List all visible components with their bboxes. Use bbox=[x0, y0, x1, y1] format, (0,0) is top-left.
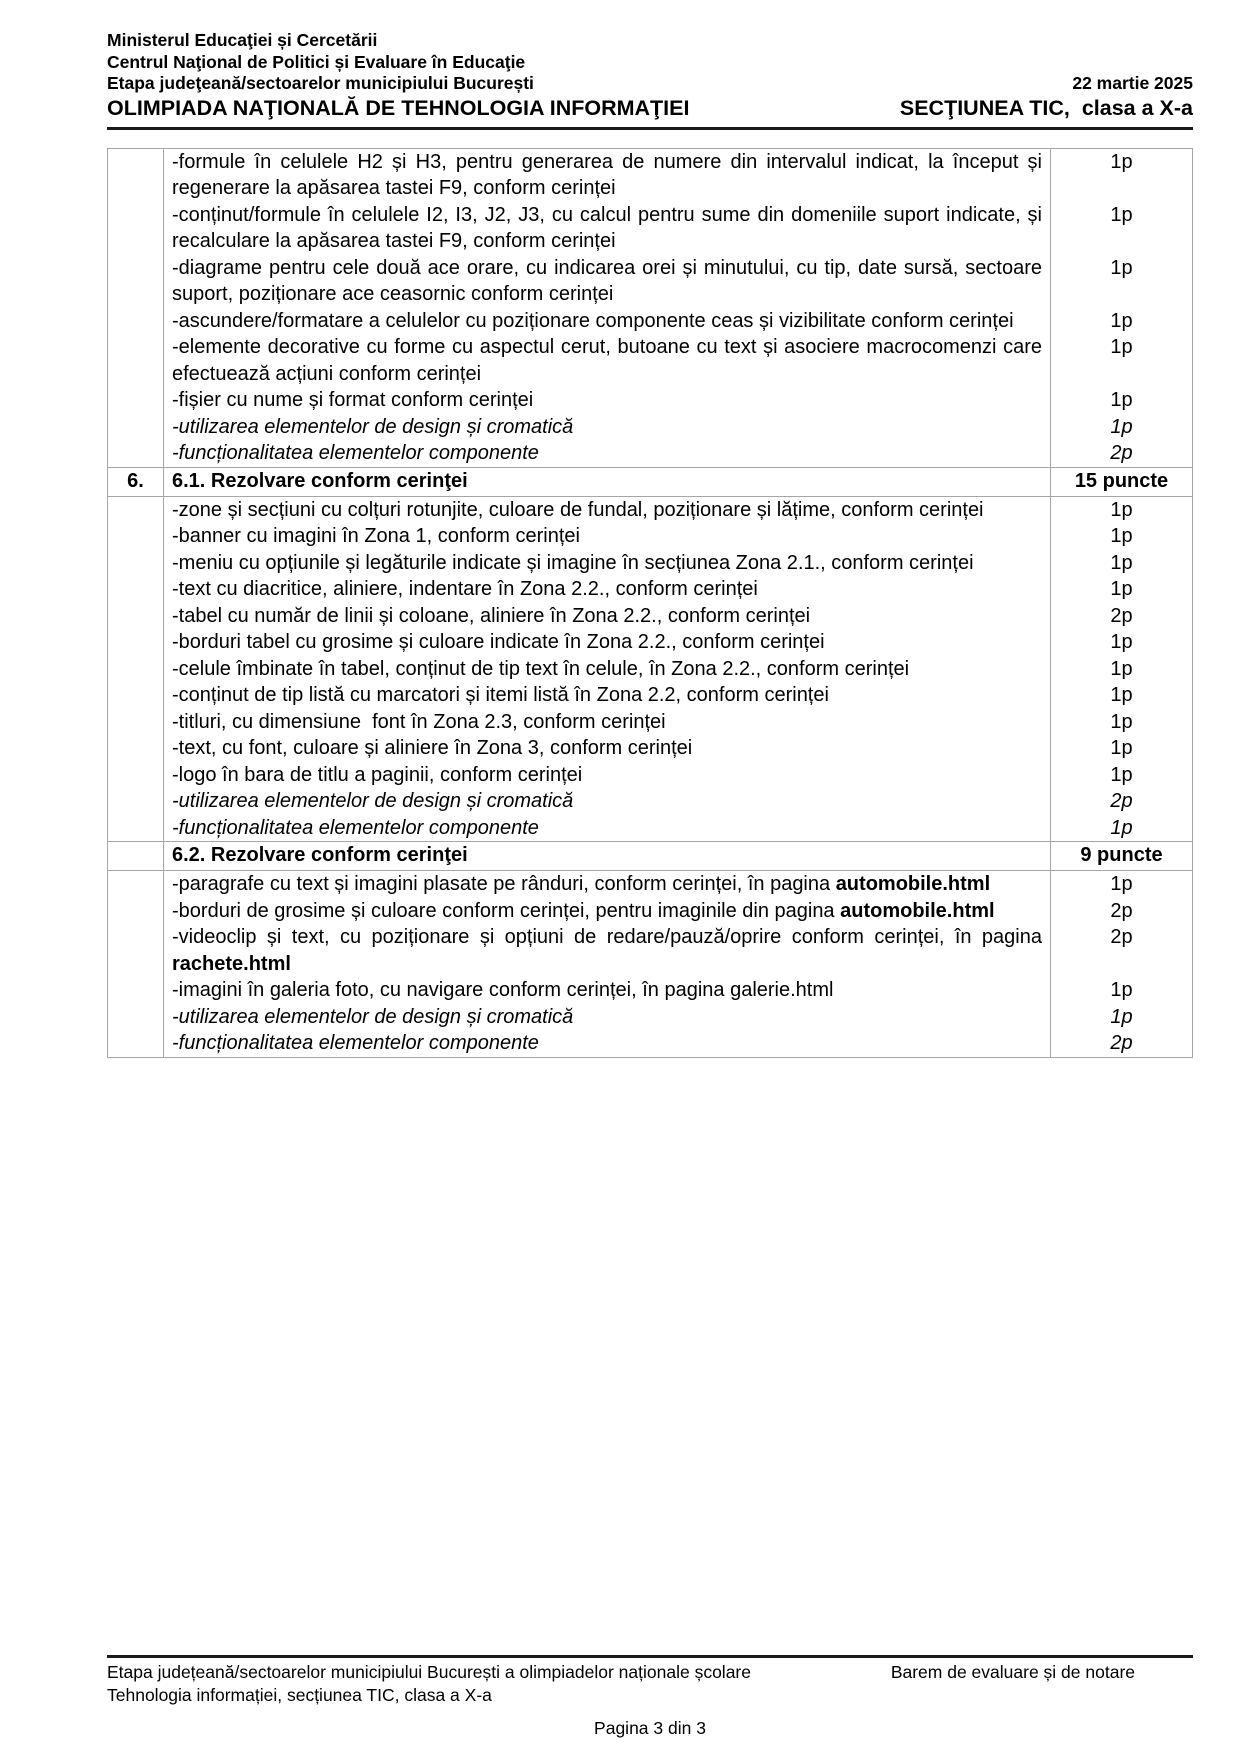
criterion-number-cell bbox=[108, 977, 164, 1004]
points-value: 1p bbox=[1051, 387, 1193, 414]
header-center-line: Centrul Naţional de Politici și Evaluare în Educaţie bbox=[107, 51, 526, 72]
rubric-table-body bbox=[108, 148, 1193, 1057]
points-value: 2p bbox=[1051, 440, 1193, 467]
criterion-row bbox=[108, 709, 1193, 736]
points-value: 1p bbox=[1051, 656, 1193, 683]
criterion-text: -text, cu font, culoare și aliniere în Zona 3, conform cerinței bbox=[164, 735, 1051, 762]
criterion-number-cell bbox=[108, 496, 164, 523]
criterion-row bbox=[108, 815, 1193, 842]
points-value: 1p bbox=[1051, 735, 1193, 762]
points-value: 2p bbox=[1051, 1030, 1193, 1057]
points-value: 1p bbox=[1051, 255, 1193, 308]
criterion-text: -text cu diacritice, aliniere, indentare în Zona 2.2., conform cerinței bbox=[164, 576, 1051, 603]
criterion-number-cell bbox=[108, 815, 164, 842]
section-title-cell: 6.1. Rezolvare conform cerinţei bbox=[164, 467, 1051, 496]
criterion-text: -imagini în galeria foto, cu navigare conform cerinței, în pagina galerie.html bbox=[164, 977, 1051, 1004]
criterion-number-cell bbox=[108, 255, 164, 308]
points-value: 1p bbox=[1051, 550, 1193, 577]
header-divider-rule bbox=[107, 127, 1193, 130]
criterion-number-cell bbox=[108, 148, 164, 202]
criterion-number-cell bbox=[108, 576, 164, 603]
section-header-row bbox=[108, 842, 1193, 871]
criterion-row bbox=[108, 496, 1193, 523]
points-value: 1p bbox=[1051, 148, 1193, 202]
criterion-text: -meniu cu opțiunile și legăturile indicate și imagine în secțiunea Zona 2.1., conform cerinței bbox=[164, 550, 1051, 577]
points-value: 2p bbox=[1051, 788, 1193, 815]
criterion-row bbox=[108, 735, 1193, 762]
criterion-row bbox=[108, 762, 1193, 789]
criterion-text: -formule în celulele H2 și H3, pentru generarea de numere din intervalul indicat, la început și regenerare la apăsarea tastei F9, conform cerinței bbox=[164, 148, 1051, 202]
page-content bbox=[107, 30, 1193, 1058]
points-value: 1p bbox=[1051, 496, 1193, 523]
points-value: 1p bbox=[1051, 682, 1193, 709]
criterion-text: -utilizarea elementelor de design și cromatică bbox=[164, 1004, 1051, 1031]
criterion-row bbox=[108, 387, 1193, 414]
criterion-row bbox=[108, 977, 1193, 1004]
points-value: 1p bbox=[1051, 576, 1193, 603]
footer-divider-rule bbox=[107, 1655, 1193, 1658]
rubric-table bbox=[107, 148, 1193, 1058]
points-value: 1p bbox=[1051, 523, 1193, 550]
criterion-number-cell bbox=[108, 1030, 164, 1057]
criterion-number-cell bbox=[108, 387, 164, 414]
criterion-text: -titluri, cu dimensiune font în Zona 2.3, conform cerinței bbox=[164, 709, 1051, 736]
criterion-row bbox=[108, 871, 1193, 898]
points-value: 2p bbox=[1051, 603, 1193, 630]
section-class-label: SECŢIUNEA TIC, clasa a X-a bbox=[899, 95, 1193, 120]
criterion-text: -logo în bara de titlu a paginii, conform cerinței bbox=[164, 762, 1051, 789]
criterion-text: -conținut/formule în celulele I2, I3, J2, J3, cu calcul pentru sume din domeniile suport indicate, și recalculare la apăsarea tastei F9, conform cerinței bbox=[164, 202, 1051, 255]
criterion-number-cell bbox=[108, 762, 164, 789]
criterion-number-cell bbox=[108, 523, 164, 550]
criterion-row bbox=[108, 202, 1193, 255]
criterion-text: -utilizarea elementelor de design și cromatică bbox=[164, 414, 1051, 441]
points-value: 1p bbox=[1051, 709, 1193, 736]
section-number-cell: 6. bbox=[108, 467, 164, 496]
footer-barem-text: Barem de evaluare și de notare bbox=[890, 1662, 1135, 1682]
criterion-number-cell bbox=[108, 414, 164, 441]
criterion-text: -videoclip și text, cu poziționare și opțiuni de redare/pauză/oprire conform cerinței, în pagina rachete.html bbox=[164, 924, 1051, 977]
criterion-number-cell bbox=[108, 440, 164, 467]
criterion-row bbox=[108, 414, 1193, 441]
criterion-text: -zone și secțiuni cu colțuri rotunjite, culoare de fundal, poziționare și lățime, conform cerinței bbox=[164, 496, 1051, 523]
section-title-cell: 6.2. Rezolvare conform cerinţei bbox=[164, 842, 1051, 871]
points-value: 1p bbox=[1051, 815, 1193, 842]
criterion-filename: rachete.html bbox=[172, 952, 291, 975]
criterion-number-cell bbox=[108, 629, 164, 656]
points-value: 1p bbox=[1051, 871, 1193, 898]
criterion-number-cell bbox=[108, 656, 164, 683]
criterion-number-cell bbox=[108, 550, 164, 577]
criterion-row bbox=[108, 440, 1193, 467]
footer-subject-text: Tehnologia informației, secțiunea TIC, clasa a X-a bbox=[107, 1685, 492, 1705]
criterion-row bbox=[108, 603, 1193, 630]
criterion-row bbox=[108, 308, 1193, 335]
criterion-text: -conținut de tip listă cu marcatori și itemi listă în Zona 2.2, conform cerinței bbox=[164, 682, 1051, 709]
criterion-text: -elemente decorative cu forme cu aspectul cerut, butoane cu text și asociere macrocomenzi care efectuează acțiuni conform cerinței bbox=[164, 334, 1051, 387]
criterion-row bbox=[108, 334, 1193, 387]
criterion-text: -tabel cu număr de linii și coloane, aliniere în Zona 2.2., conform cerinței bbox=[164, 603, 1051, 630]
criterion-number-cell bbox=[108, 788, 164, 815]
header-ministry-line: Ministerul Educaţiei și Cercetării bbox=[107, 30, 378, 50]
criterion-row bbox=[108, 656, 1193, 683]
criterion-number-cell bbox=[108, 202, 164, 255]
olympiad-title: OLIMPIADA NAŢIONALĂ DE TEHNOLOGIA INFORMAŢIEI bbox=[107, 95, 690, 120]
section-points-cell: 15 puncte bbox=[1051, 467, 1193, 496]
points-value: 2p bbox=[1051, 924, 1193, 977]
criterion-text: -ascundere/formatare a celulelor cu poziționare componente ceas și vizibilitate conform cerinței bbox=[164, 308, 1051, 335]
criterion-text: -borduri tabel cu grosime și culoare indicate în Zona 2.2., conform cerinței bbox=[164, 629, 1051, 656]
criterion-row bbox=[108, 898, 1193, 925]
points-value: 1p bbox=[1051, 762, 1193, 789]
criterion-row bbox=[108, 148, 1193, 202]
criterion-text: -paragrafe cu text și imagini plasate pe rânduri, conform cerinței, în pagina automobile.html bbox=[164, 871, 1051, 898]
footer-stage-text: Etapa județeană/sectoarelor municipiului București a olimpiadelor naționale școlare bbox=[107, 1662, 751, 1682]
header-stage-row bbox=[107, 73, 1193, 95]
criterion-number-cell bbox=[108, 924, 164, 977]
criterion-number-cell bbox=[108, 709, 164, 736]
criterion-number-cell bbox=[108, 682, 164, 709]
criterion-row bbox=[108, 924, 1193, 977]
criterion-number-cell bbox=[108, 898, 164, 925]
criterion-filename: automobile.html bbox=[835, 873, 991, 895]
criterion-number-cell bbox=[108, 308, 164, 335]
criterion-row bbox=[108, 1030, 1193, 1057]
page-number: Pagina 3 din 3 bbox=[594, 1718, 706, 1738]
points-value: 1p bbox=[1051, 629, 1193, 656]
criterion-number-cell bbox=[108, 1004, 164, 1031]
criterion-text: -funcționalitatea elementelor componente bbox=[164, 440, 1051, 467]
criterion-row bbox=[108, 629, 1193, 656]
criterion-text: -diagrame pentru cele două ace orare, cu indicarea orei și minutului, cu tip, date sursă, sectoare suport, poziționare ace ceasornic conform cerinței bbox=[164, 255, 1051, 308]
criterion-row bbox=[108, 576, 1193, 603]
footer-row-1 bbox=[107, 1661, 1193, 1684]
criterion-row bbox=[108, 550, 1193, 577]
points-value: 1p bbox=[1051, 334, 1193, 387]
criterion-row bbox=[108, 255, 1193, 308]
criterion-text: -utilizarea elementelor de design și cromatică bbox=[164, 788, 1051, 815]
points-value: 2p bbox=[1051, 898, 1193, 925]
page-footer bbox=[107, 1655, 1193, 1740]
header-stage-text: Etapa judeţeană/sectoarelor municipiului București bbox=[107, 73, 534, 93]
criterion-text: -fișier cu nume și format conform cerinței bbox=[164, 387, 1051, 414]
points-value: 1p bbox=[1051, 414, 1193, 441]
section-number-cell bbox=[108, 842, 164, 871]
criterion-number-cell bbox=[108, 871, 164, 898]
criterion-text: -funcționalitatea elementelor componente bbox=[164, 815, 1051, 842]
section-header-row bbox=[108, 467, 1193, 496]
criterion-row bbox=[108, 682, 1193, 709]
criterion-text: -funcționalitatea elementelor componente bbox=[164, 1030, 1051, 1057]
criterion-number-cell bbox=[108, 334, 164, 387]
criterion-filename: automobile.html bbox=[840, 899, 995, 922]
points-value: 1p bbox=[1051, 308, 1193, 335]
header-date: 22 martie 2025 bbox=[1072, 73, 1193, 93]
points-value: 1p bbox=[1051, 977, 1193, 1004]
points-value: 1p bbox=[1051, 202, 1193, 255]
criterion-text: -banner cu imagini în Zona 1, conform cerinței bbox=[164, 523, 1051, 550]
criterion-number-cell bbox=[108, 735, 164, 762]
criterion-text: -borduri de grosime și culoare conform cerinței, pentru imaginile din pagina automobile.html bbox=[164, 898, 1051, 925]
criterion-number-cell bbox=[108, 603, 164, 630]
criterion-row bbox=[108, 523, 1193, 550]
criterion-text: -celule îmbinate în tabel, conținut de tip text în celule, în Zona 2.2., conform cerinței bbox=[164, 656, 1051, 683]
points-value: 1p bbox=[1051, 1004, 1193, 1031]
criterion-row bbox=[108, 788, 1193, 815]
criterion-row bbox=[108, 1004, 1193, 1031]
header-title-row bbox=[107, 95, 1193, 122]
section-points-cell: 9 puncte bbox=[1051, 842, 1193, 871]
